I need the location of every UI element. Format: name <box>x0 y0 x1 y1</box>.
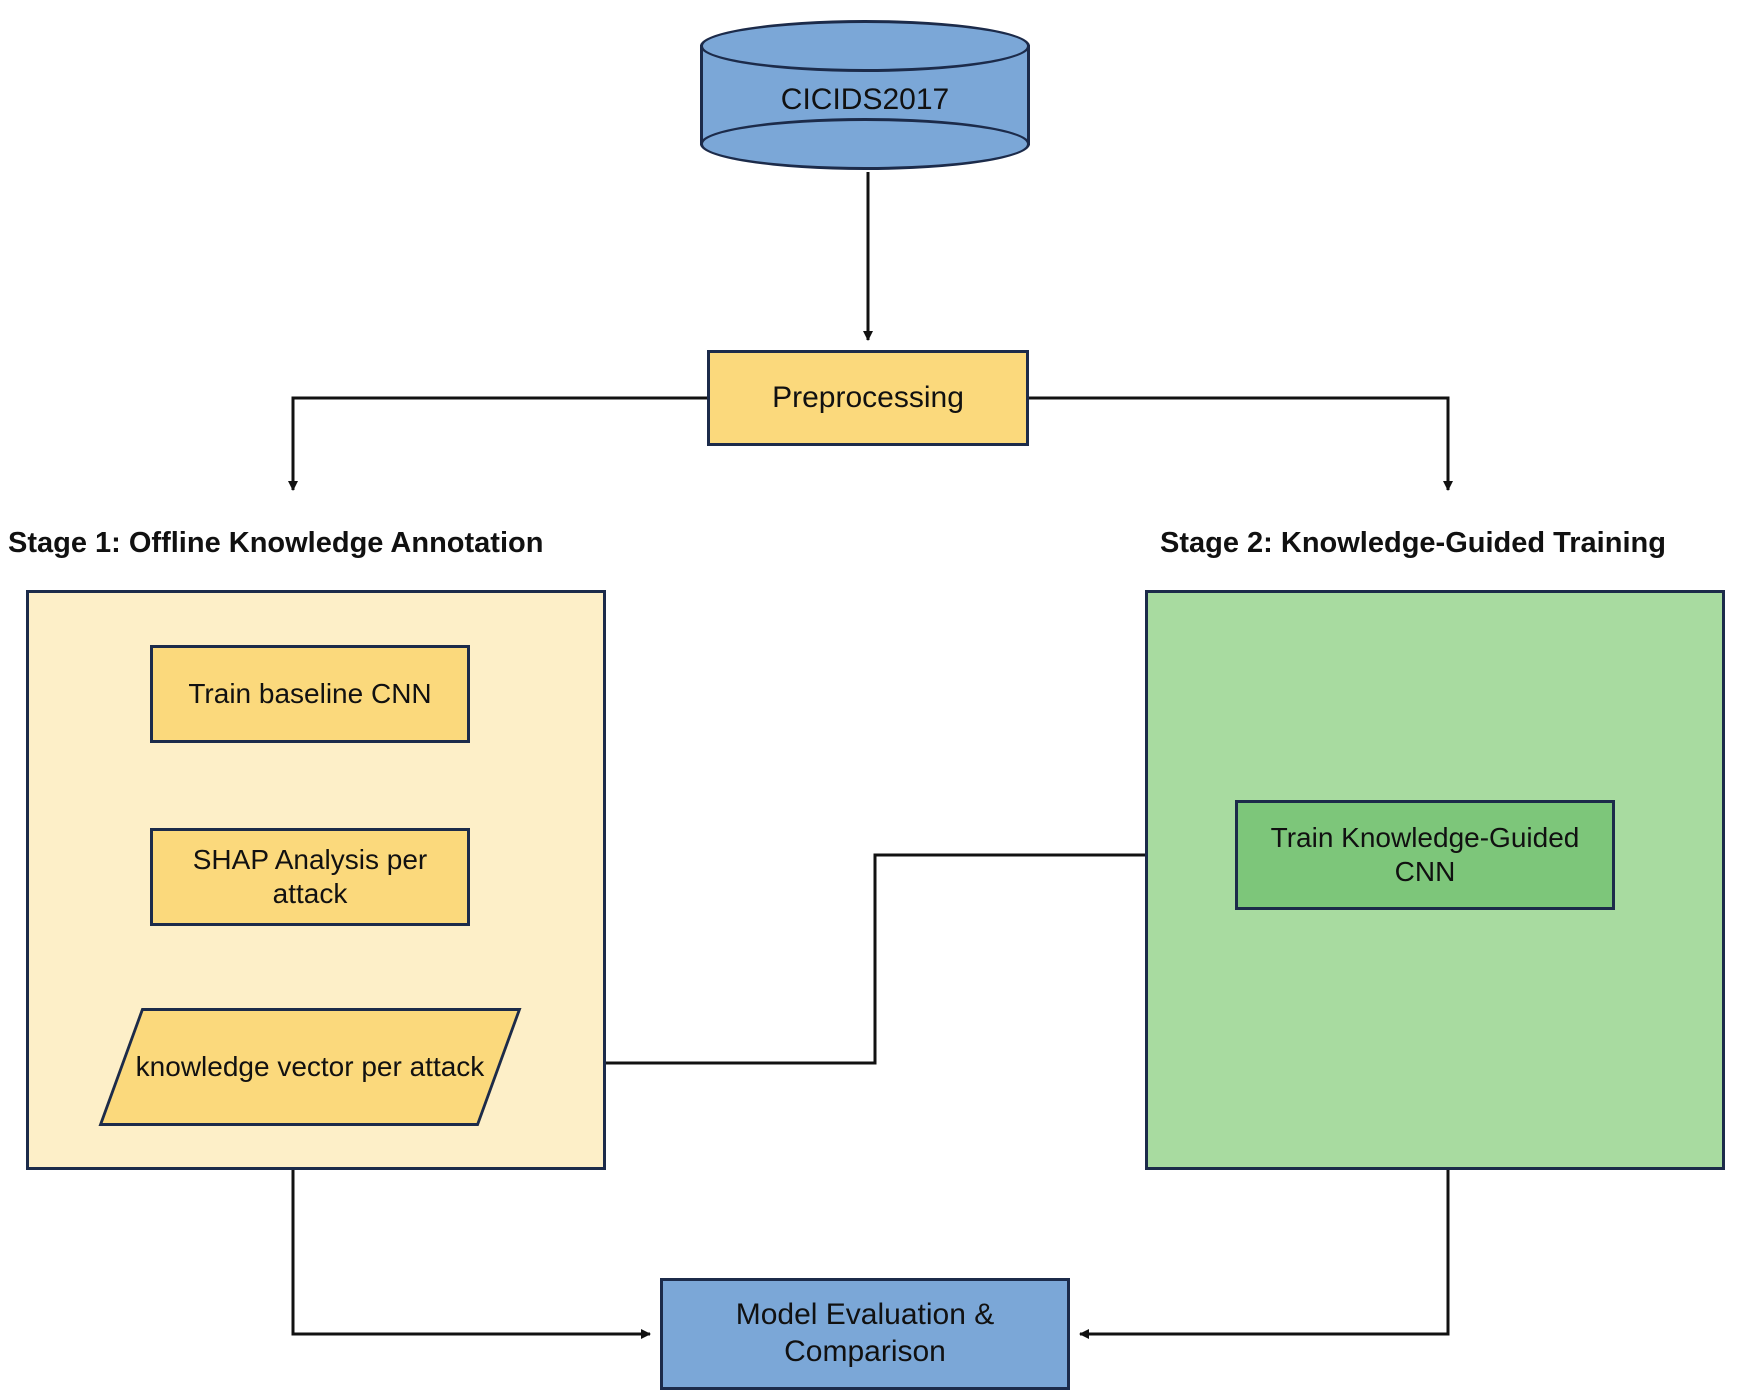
cylinder-top <box>700 20 1030 72</box>
stage1-title: Stage 1: Offline Knowledge Annotation <box>8 527 544 559</box>
preprocessing-node: Preprocessing <box>707 350 1029 446</box>
dataset-node <box>700 20 1030 170</box>
stage2-title: Stage 2: Knowledge-Guided Training <box>1160 527 1666 559</box>
edge-preprocessing-to-stage2 <box>1029 398 1448 490</box>
dataset-label: CICIDS2017 <box>780 82 950 116</box>
knowledge-vector-node <box>120 1008 500 1126</box>
model-evaluation-node: Model Evaluation & Comparison <box>660 1278 1070 1390</box>
train-baseline-cnn-node: Train baseline CNN <box>150 645 470 743</box>
edge-stage2-to-modeleval <box>1080 1170 1448 1334</box>
train-knowledge-guided-cnn-node: Train Knowledge-Guided CNN <box>1235 800 1615 910</box>
knowledge-vector-label: knowledge vector per attack <box>135 1050 485 1082</box>
shap-analysis-node: SHAP Analysis per attack <box>150 828 470 926</box>
edge-stage1-to-modeleval <box>293 1170 650 1334</box>
edge-preprocessing-to-stage1 <box>293 398 707 490</box>
